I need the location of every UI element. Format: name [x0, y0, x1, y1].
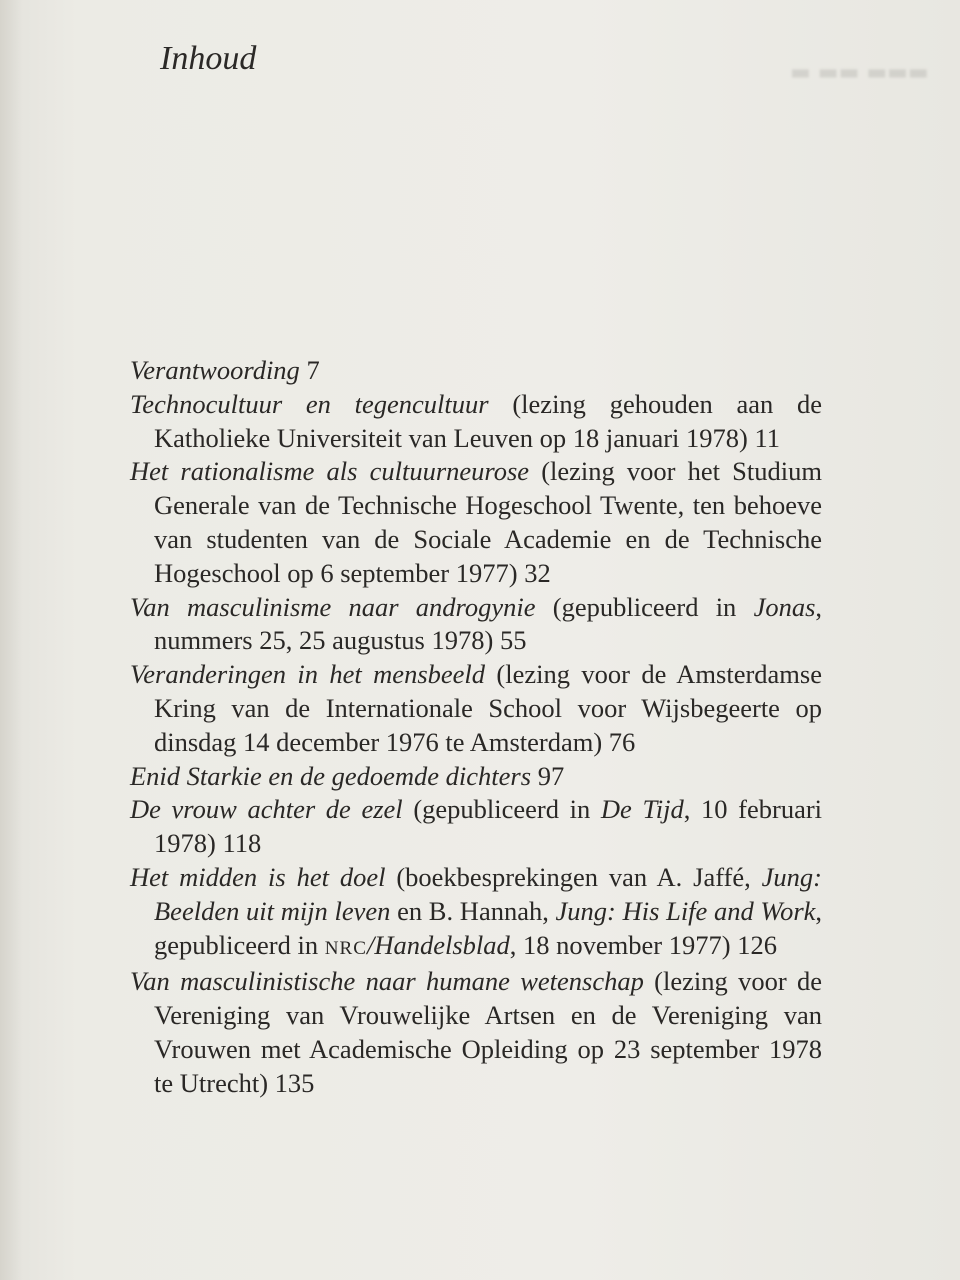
toc-entry-note: , 18 november 1977): [509, 929, 731, 960]
toc-entry-note: , nummers 25, 25 augustus 1978): [154, 591, 823, 656]
toc-entry-note: (gepubliceerd in: [413, 794, 591, 825]
toc-entry-title: De vrouw achter de ezel: [130, 794, 403, 825]
toc-entry: [130, 591, 822, 659]
show-through: ▬ ▬▬ ▬▬▬: [790, 60, 929, 85]
toc-entry: [130, 354, 822, 388]
toc-entry: [130, 455, 822, 590]
toc-entry-nrc: NRC: [324, 937, 367, 959]
toc-entry-title: Technocultuur en tegencultuur: [130, 388, 489, 419]
toc-entry-note: (lezing gehouden aan de Katholieke Universiteit van Leuven op 18 januari 1978): [154, 388, 823, 453]
toc-entry-source: Jonas: [753, 591, 816, 622]
toc-entry-title: Verantwoording: [130, 355, 300, 385]
toc-entry-note: , 10 februari 1978): [154, 794, 823, 859]
table-of-contents: [130, 354, 822, 1101]
toc-entry: [130, 793, 822, 861]
toc-entry-title: Veranderingen in het mensbeeld: [130, 659, 486, 690]
toc-entry-title: Het midden is het doel: [130, 861, 386, 892]
toc-entry-note: (boekbesprekingen van A. Jaffé,: [396, 861, 751, 892]
toc-entry-page: 55: [499, 625, 527, 656]
toc-entry-page: 76: [608, 726, 636, 757]
toc-entry: [130, 861, 822, 965]
toc-entry-title: Van masculinistische naar humane wetenschap: [130, 966, 644, 997]
toc-entry-title: Van masculinisme naar androgynie: [130, 591, 536, 622]
toc-entry-source: /Handelsblad: [366, 929, 510, 960]
toc-entry-note: en B. Hannah,: [397, 895, 549, 926]
toc-entry-book: Jung: Beelden uit mijn leven: [154, 861, 822, 926]
toc-entry-page: 7: [306, 355, 320, 385]
toc-entry-note: (lezing voor de Vereniging van Vrouwelijke Artsen en de Vereniging van Vrouwen met Academische Opleiding op 23 september 1978 te Utrecht): [154, 966, 822, 1098]
toc-entry-title: Enid Starkie en de gedoemde dichters: [130, 760, 532, 791]
toc-entry-title: Het rationalisme als cultuurneurose: [130, 456, 530, 487]
toc-entry-note: (lezing voor de Amsterdamse Kring van de Internationale School voor Wijsbegeerte op dinsdag 14 december 1976 te Amsterdam): [154, 659, 822, 757]
toc-entry-page: 126: [737, 929, 777, 960]
toc-entry-source: De Tijd: [600, 794, 684, 825]
toc-entry-page: 11: [754, 422, 781, 453]
toc-entry-page: 118: [222, 828, 262, 859]
toc-entry: [130, 388, 822, 456]
toc-entry-book: Jung: His Life and Work: [555, 895, 816, 926]
toc-entry-page: 97: [537, 760, 565, 791]
toc-entry-note: , gepubliceerd in: [154, 895, 823, 960]
toc-entry-page: 135: [274, 1067, 315, 1098]
toc-entry: [130, 965, 822, 1100]
toc-entry: [130, 760, 822, 794]
toc-entry: [130, 658, 822, 759]
toc-entry-page: 32: [524, 557, 551, 588]
page-gutter-shadow: [0, 0, 22, 1280]
toc-entry-note: (gepubliceerd in: [552, 591, 737, 622]
toc-entry-note: (lezing voor het Studium Generale van de Technische Hogeschool Twente, ten behoeve van studenten van de Sociale Academie en de Technische Hogeschool op 6 september 1977): [154, 456, 822, 588]
page-title: Inhoud: [160, 40, 257, 77]
